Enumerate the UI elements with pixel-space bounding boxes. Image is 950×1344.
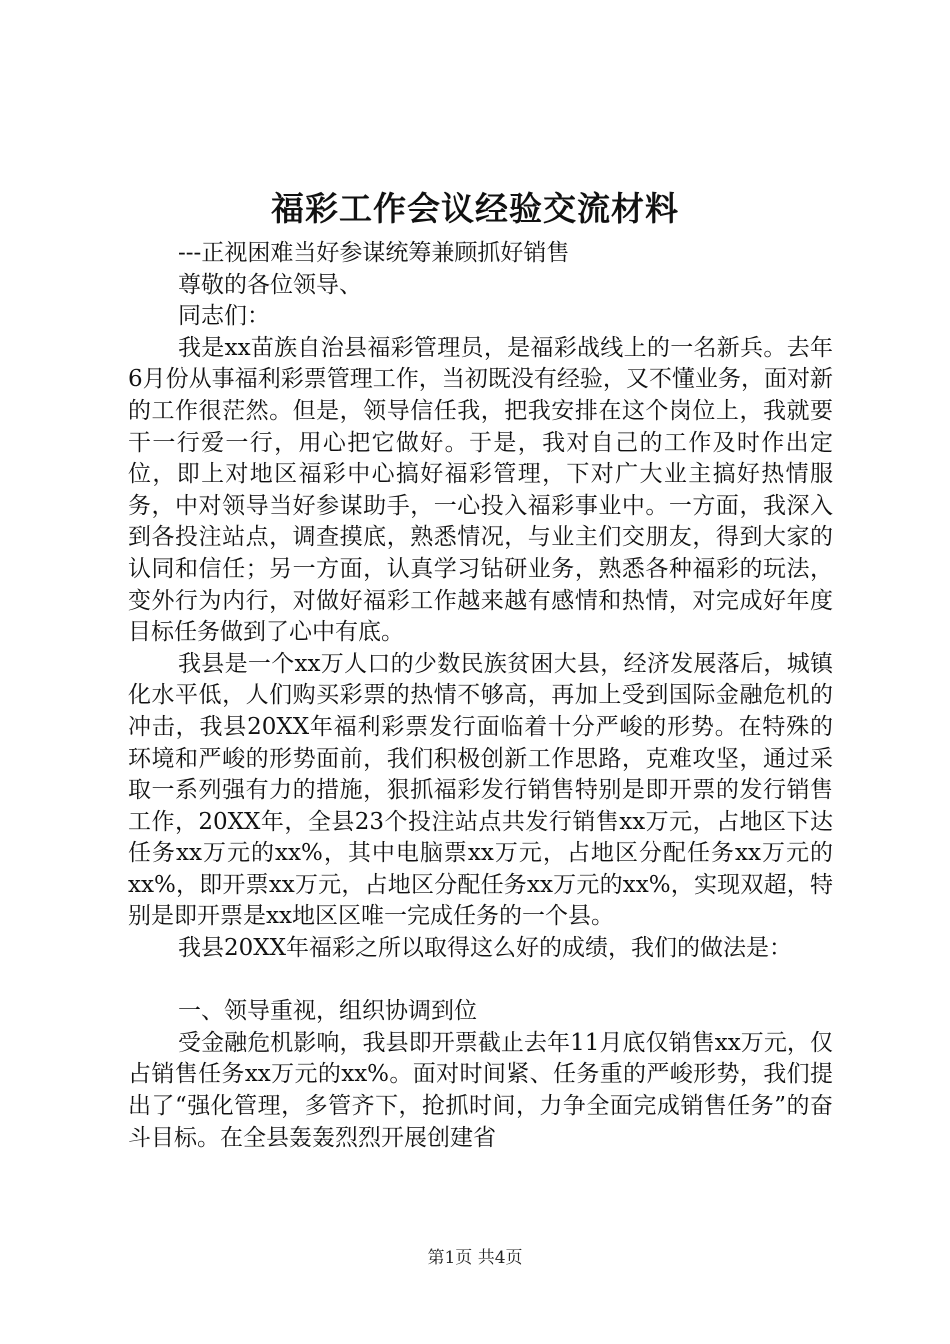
section-paragraph: 受金融危机影响，我县即开票截止去年11月底仅销售xx万元，仅占销售任务xx万元的xx%。面对时间紧、任务重的严峻形势，我们提出了“强化管理，多管齐下，抢抓时间，力争全面完成销售任务”的奋斗目标。在全县轰轰烈烈开展创建省: [128, 1029, 833, 1151]
blank-line: [128, 965, 833, 997]
body-paragraph: 我县20XX年福彩之所以取得这么好的成绩，我们的做法是：: [178, 935, 793, 962]
document-title: 福彩工作会议经验交流材料: [271, 189, 679, 228]
salutation-line-1: 尊敬的各位领导、: [178, 271, 362, 298]
section-heading: 一、领导重视，组织协调到位: [178, 998, 477, 1025]
body-paragraph: 我是xx苗族自治县福彩管理员，是福彩战线上的一名新兵。去年6月份从事福利彩票管理工作，当初既没有经验，又不懂业务，面对新的工作很茫然。但是，领导信任我，把我安排在这个岗位上，我就要干一行爱一行，用心把它做好。于是，我对自己的工作及时作出定位，即上对地区福彩中心搞好福彩管理，下对广大业主搞好热情服务，中对领导当好参谋助手，一心投入福彩事业中。一方面，我深入到各投注站点，调查摸底，熟悉情况，与业主们交朋友，得到大家的认同和信任；另一方面，认真学习钻研业务，熟悉各种福彩的玩法，变外行为内行，对做好福彩工作越来越有感情和热情，对完成好年度目标任务做到了心中有底。: [128, 334, 833, 646]
page-footer: 第1页 共4页: [427, 1248, 523, 1268]
body-paragraph: 我县是一个xx万人口的少数民族贫困大县，经济发展落后，城镇化水平低，人们购买彩票的热情不够高，再加上受到国际金融危机的冲击，我县20XX年福利彩票发行面临着十分严峻的形势。在特殊的环境和严峻的形势面前，我们积极创新工作思路，克难攻坚，通过采取一系列强有力的措施，狠抓福彩发行销售特别是即开票的发行销售工作，20XX年，全县23个投注站点共发行销售xx万元，占地区下达任务xx万元的xx%，其中电脑票xx万元，占地区分配任务xx万元的xx%，即开票xx万元，占地区分配任务xx万元的xx%，实现双超，特别是即开票是xx地区区唯一完成任务的一个县。: [128, 650, 833, 930]
document-body: [128, 238, 833, 1154]
salutation-line-2: 同志们：: [178, 303, 270, 330]
document-subtitle: ---正视困难当好参谋统筹兼顾抓好销售: [178, 240, 570, 266]
